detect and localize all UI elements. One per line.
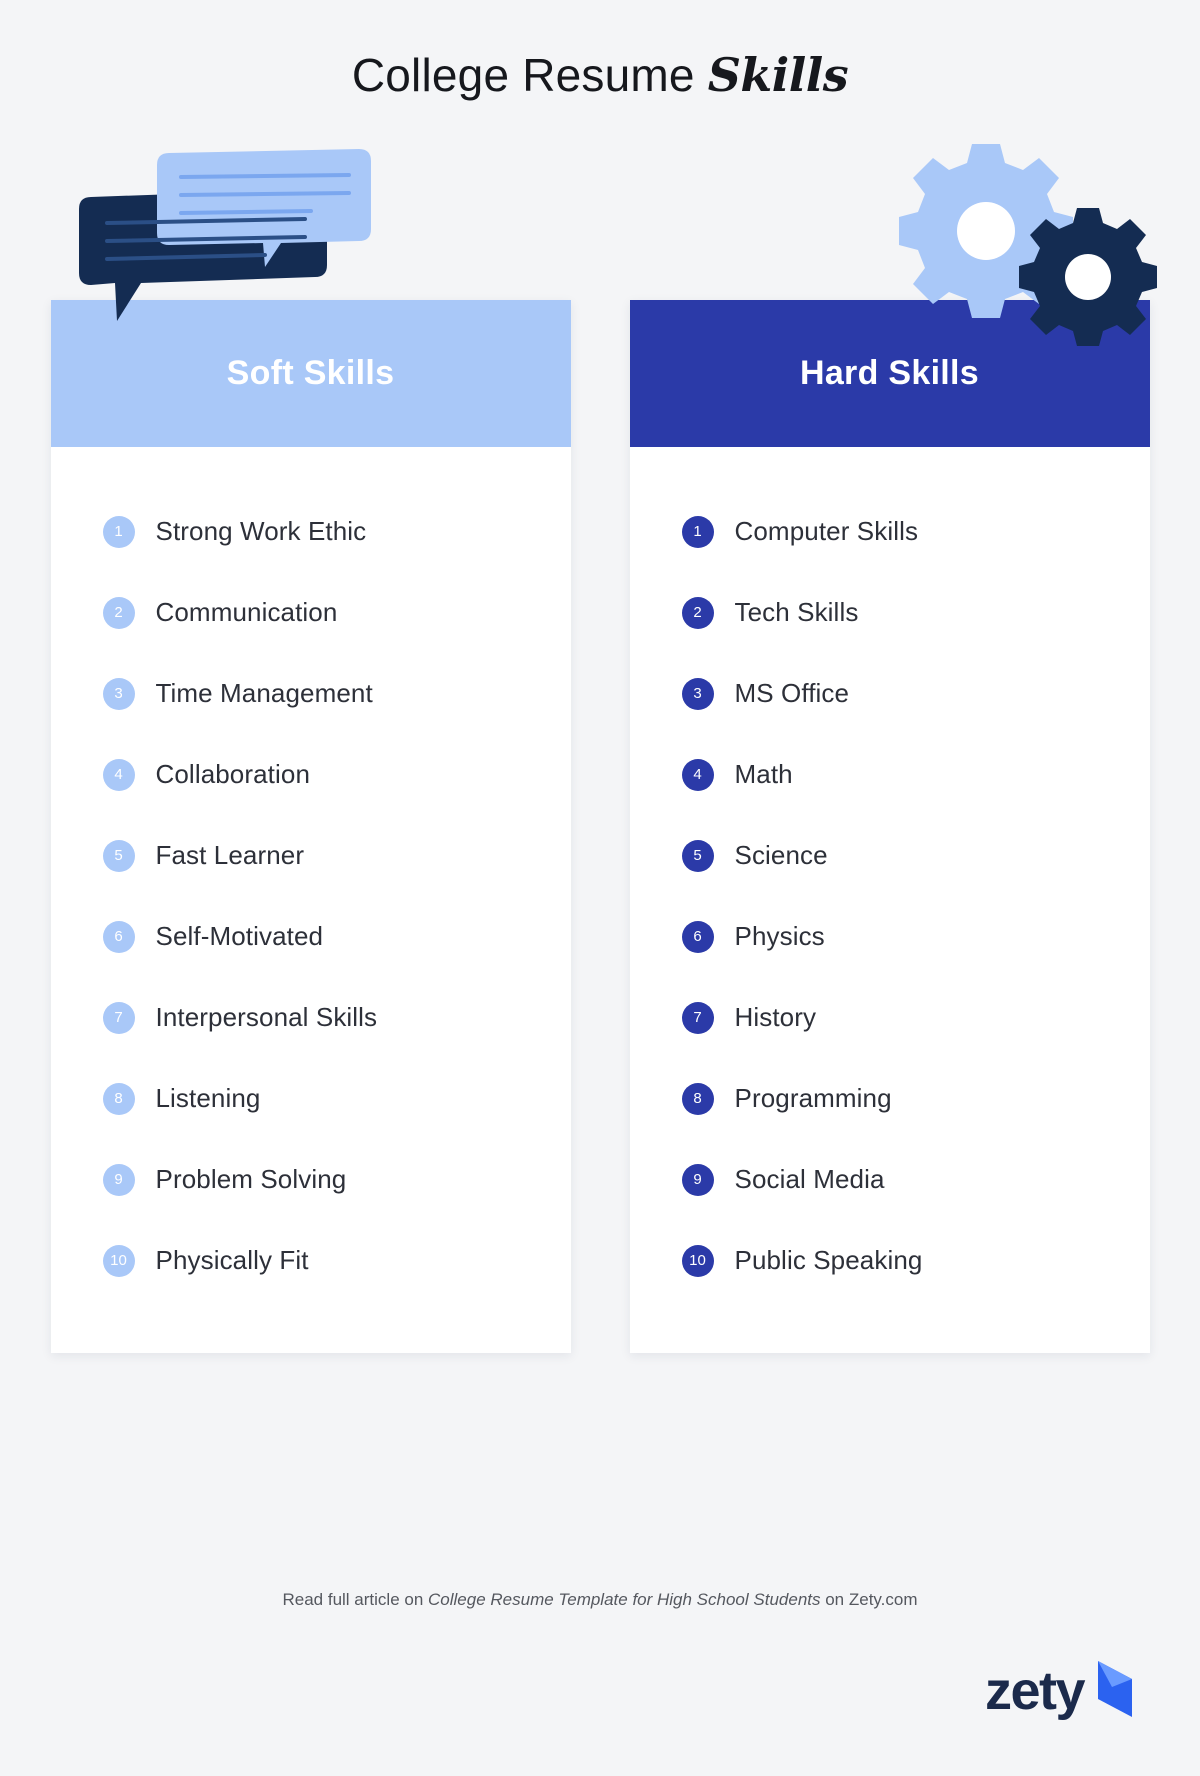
- item-number-badge: 10: [103, 1245, 135, 1277]
- item-number-badge: 5: [103, 840, 135, 872]
- hard-skills-card: [630, 300, 1150, 1353]
- item-number-badge: 9: [682, 1164, 714, 1196]
- footer-article-title: College Resume Template for High School Students: [428, 1590, 821, 1609]
- list-item: [630, 653, 1150, 734]
- list-item: [51, 1058, 571, 1139]
- list-item: [51, 653, 571, 734]
- list-item: [51, 734, 571, 815]
- list-item: [51, 815, 571, 896]
- item-number-badge: 3: [682, 678, 714, 710]
- list-item: [51, 491, 571, 572]
- footer-note: [0, 1590, 1200, 1610]
- item-number-badge: 6: [103, 921, 135, 953]
- list-item: [630, 1139, 1150, 1220]
- hard-skills-list: [630, 447, 1150, 1353]
- item-label: Social Media: [734, 1164, 885, 1194]
- list-item: [630, 734, 1150, 815]
- list-item: [630, 896, 1150, 977]
- item-label: Problem Solving: [155, 1164, 347, 1194]
- item-label: Interpersonal Skills: [155, 1002, 378, 1032]
- item-label: Fast Learner: [155, 840, 305, 870]
- list-item: [51, 1220, 571, 1301]
- list-item: [630, 491, 1150, 572]
- item-number-badge: 5: [682, 840, 714, 872]
- list-item: [630, 572, 1150, 653]
- list-item: [51, 572, 571, 653]
- zety-logo[interactable]: [985, 1655, 1138, 1726]
- item-label: Physics: [734, 921, 825, 951]
- item-number-badge: 4: [103, 759, 135, 791]
- list-item: [51, 977, 571, 1058]
- zety-logo-mark-icon: [1092, 1659, 1138, 1726]
- list-item: [630, 1220, 1150, 1301]
- item-number-badge: 7: [103, 1002, 135, 1034]
- hard-skills-heading: Hard Skills: [799, 354, 980, 392]
- list-item: [51, 896, 571, 977]
- item-label: Self-Motivated: [155, 921, 324, 951]
- item-label: Strong Work Ethic: [155, 516, 367, 546]
- list-item: [51, 1139, 571, 1220]
- list-item: [630, 977, 1150, 1058]
- item-label: Tech Skills: [734, 597, 859, 627]
- list-item: [630, 1058, 1150, 1139]
- item-label: Computer Skills: [734, 516, 919, 546]
- item-number-badge: 2: [682, 597, 714, 629]
- item-number-badge: 1: [682, 516, 714, 548]
- soft-skills-list: [51, 447, 571, 1353]
- page-title: [0, 0, 1200, 101]
- skills-columns: [0, 300, 1200, 1353]
- soft-skills-card: [51, 300, 571, 1353]
- page-title-emphasis: Skills: [707, 48, 849, 102]
- item-label: Public Speaking: [734, 1245, 923, 1275]
- speech-bubbles-icon: [69, 145, 389, 325]
- item-label: Communication: [155, 597, 338, 627]
- item-label: Listening: [155, 1083, 261, 1113]
- soft-skills-heading: Soft Skills: [226, 354, 395, 392]
- item-label: Time Management: [155, 678, 373, 708]
- list-item: [630, 815, 1150, 896]
- item-label: Collaboration: [155, 759, 311, 789]
- item-number-badge: 1: [103, 516, 135, 548]
- item-number-badge: 3: [103, 678, 135, 710]
- item-number-badge: 10: [682, 1245, 714, 1277]
- item-number-badge: 2: [103, 597, 135, 629]
- page-title-plain: College Resume: [351, 49, 708, 101]
- item-label: Math: [734, 759, 793, 789]
- zety-logo-text: zety: [984, 1660, 1084, 1721]
- item-label: Physically Fit: [155, 1245, 309, 1275]
- item-label: MS Office: [734, 678, 850, 708]
- gears-icon: [868, 140, 1168, 355]
- item-number-badge: 4: [682, 759, 714, 791]
- item-label: Programming: [734, 1083, 892, 1113]
- footer-prefix: Read full article on: [282, 1590, 429, 1609]
- item-label: Science: [734, 840, 828, 870]
- item-number-badge: 9: [103, 1164, 135, 1196]
- footer-suffix: on Zety.com: [820, 1590, 918, 1609]
- item-number-badge: 7: [682, 1002, 714, 1034]
- item-number-badge: 8: [682, 1083, 714, 1115]
- item-label: History: [734, 1002, 817, 1032]
- item-number-badge: 6: [682, 921, 714, 953]
- item-number-badge: 8: [103, 1083, 135, 1115]
